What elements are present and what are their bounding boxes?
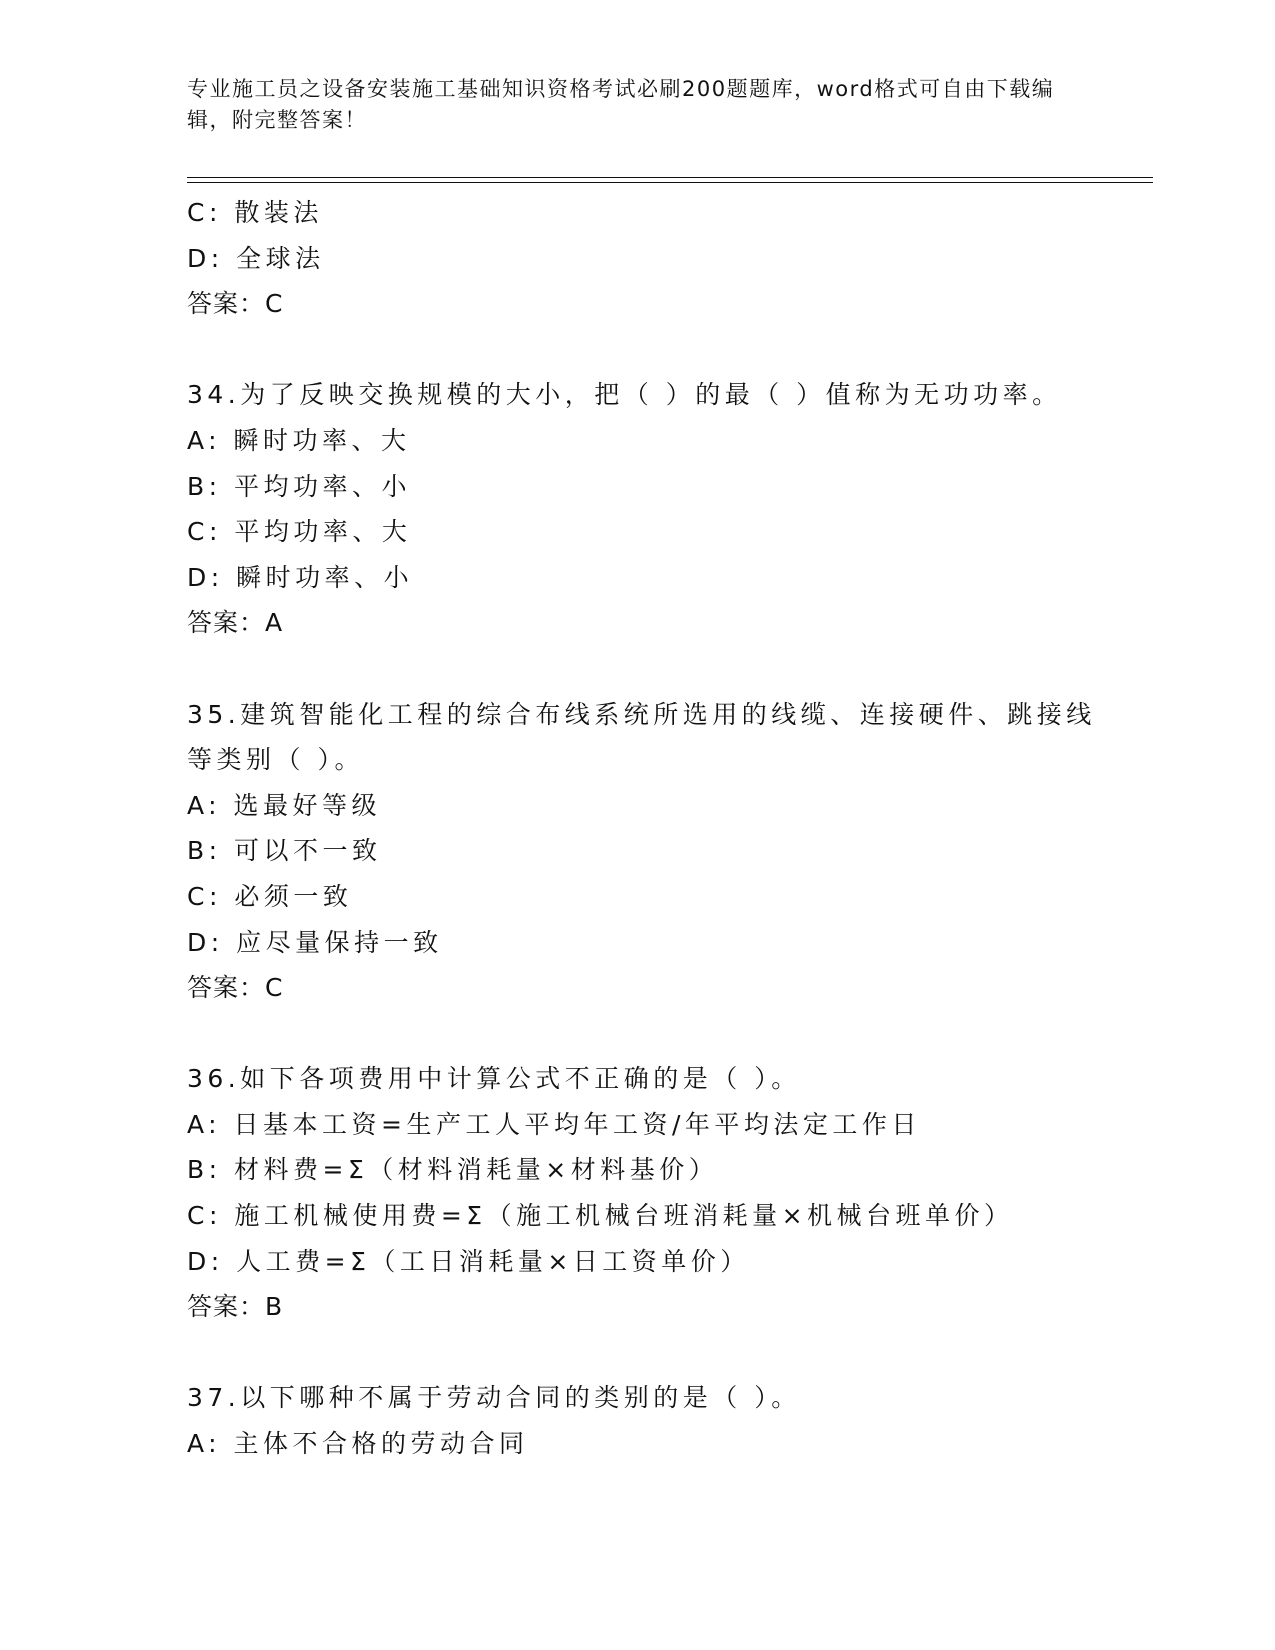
- question-34: [187, 372, 1147, 646]
- answer: 答案：C: [187, 289, 284, 319]
- answer: 答案：A: [187, 608, 284, 638]
- option-c: C: 施工机械使用费=Σ（施工机械台班消耗量×机械台班单价）: [187, 1201, 1014, 1231]
- option-a: A: 日基本工资=生产工人平均年工资/年平均法定工作日: [187, 1109, 921, 1139]
- header-divider-bottom: [187, 182, 1153, 183]
- option-b: B: 可以不一致: [187, 836, 382, 866]
- option-d: D: 全球法: [187, 243, 325, 273]
- option-c: C: 散装法: [187, 198, 323, 227]
- spacer: [187, 327, 1147, 373]
- option-d: D: 应尽量保持一致: [187, 927, 443, 957]
- question-stem-line-1: 35.建筑智能化工程的综合布线系统所选用的线缆、连接硬件、跳接线: [187, 699, 1096, 729]
- question-33-continued: [187, 190, 1147, 327]
- spacer: [187, 1330, 1147, 1376]
- question-35: [187, 692, 1147, 1011]
- option-c: C: 平均功率、大: [187, 517, 412, 547]
- spacer: [187, 646, 1147, 692]
- header-title: 专业施工员之设备安装施工基础知识资格考试必刷200题题库，word格式可自由下载编辑，附完整答案！: [187, 77, 1055, 132]
- question-36: [187, 1056, 1147, 1330]
- document-header: [187, 74, 1087, 136]
- option-c: C: 必须一致: [187, 881, 353, 911]
- answer: 答案：C: [187, 973, 284, 1003]
- option-d: D: 瞬时功率、小: [187, 562, 414, 592]
- question-37: [187, 1375, 1147, 1466]
- option-a: A: 瞬时功率、大: [187, 425, 411, 455]
- option-b: B: 材料费=Σ（材料消耗量×材料基价）: [187, 1155, 719, 1185]
- option-a: A: 主体不合格的劳动合同: [187, 1429, 529, 1459]
- question-list: [187, 190, 1147, 1467]
- option-a: A: 选最好等级: [187, 790, 382, 820]
- question-stem: 37.以下哪种不属于劳动合同的类别的是（ ）。: [187, 1383, 801, 1413]
- question-stem: 36.如下各项费用中计算公式不正确的是（ ）。: [187, 1064, 801, 1094]
- answer: 答案：B: [187, 1292, 284, 1322]
- question-stem: 34.为了反映交换规模的大小，把（ ）的最（ ）值称为无功功率。: [187, 380, 1062, 410]
- header-divider-top: [187, 177, 1153, 178]
- option-d: D: 人工费=Σ（工日消耗量×日工资单价）: [187, 1246, 750, 1276]
- spacer: [187, 1011, 1147, 1057]
- option-b: B: 平均功率、小: [187, 471, 412, 501]
- question-stem-line-2: 等类别（ ）。: [187, 745, 364, 775]
